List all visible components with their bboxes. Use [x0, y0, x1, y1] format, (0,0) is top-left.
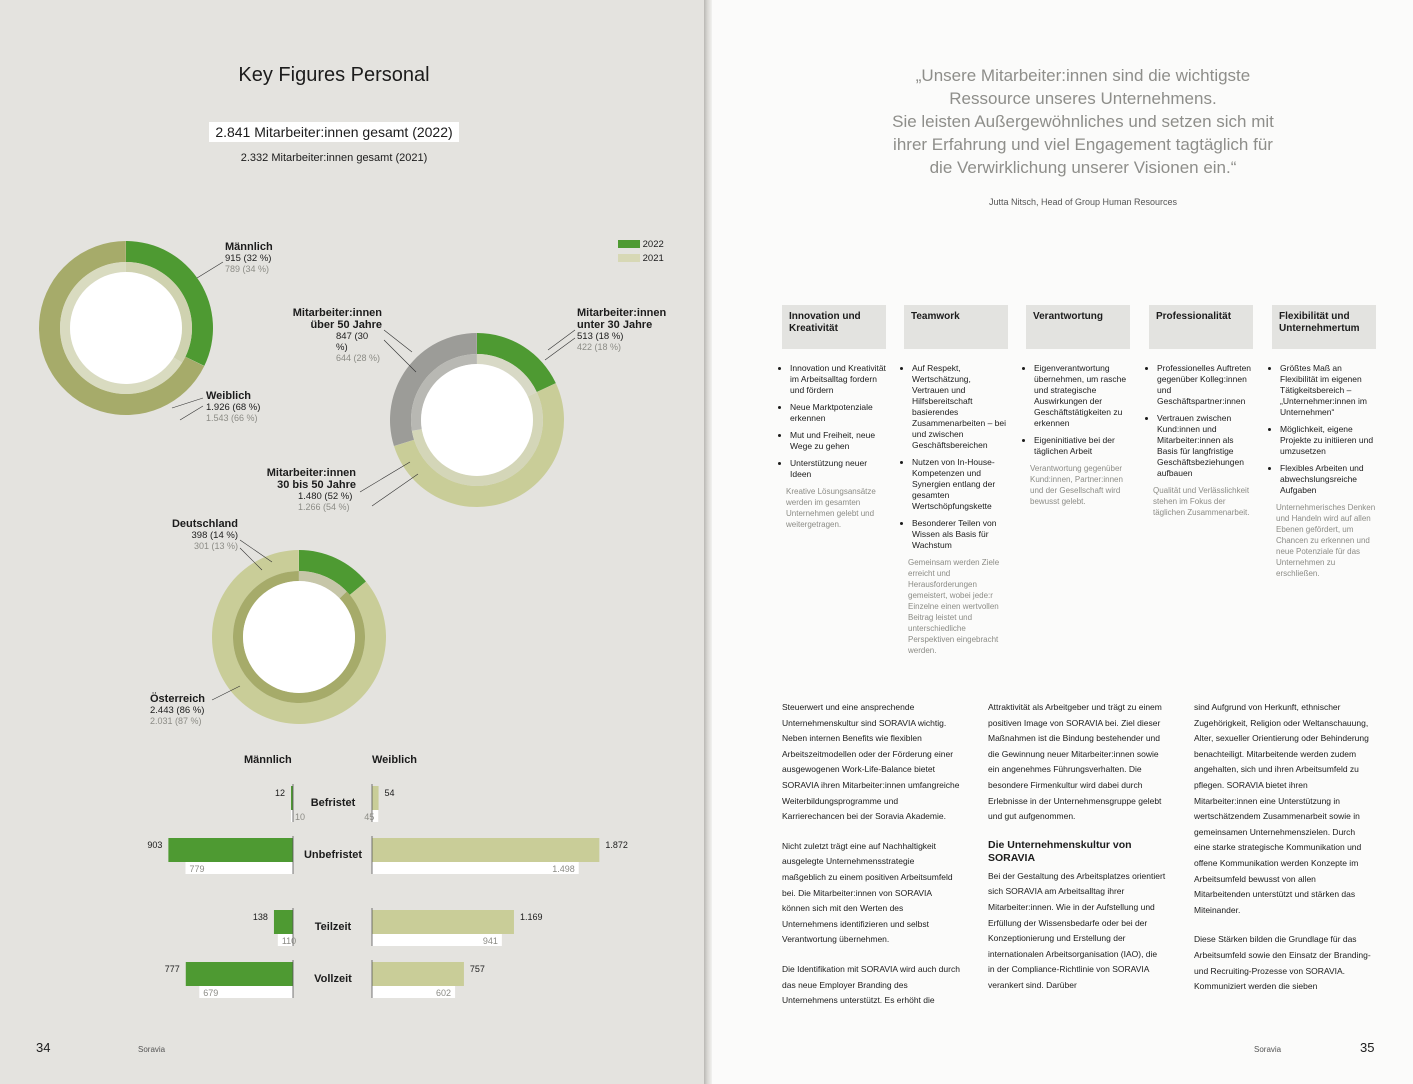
- leader-line-de: [240, 540, 272, 562]
- donut-hole: [243, 581, 355, 693]
- bar-value-female-2022: 54: [384, 788, 395, 798]
- left-page: [0, 0, 706, 1084]
- value-note: Kreative Lösungsansätze werden im gesamten Unternehmen gelebt und weitergetragen.: [786, 487, 876, 529]
- bar-value-female-2021: 1.498: [552, 864, 575, 874]
- bar-value-male-2021: 779: [189, 864, 205, 874]
- value-column-professionalism: [1149, 305, 1253, 518]
- label-mid: Mitarbeiter:innen 30 bis 50 Jahre 1.480 (52 %) 1.266 (54 %): [266, 467, 356, 512]
- value-list: [904, 363, 1008, 551]
- value-list: [1272, 363, 1376, 496]
- quote-line: „Unsere Mitarbeiter:innen sind die wichtigste: [915, 66, 1251, 85]
- value-column-flexibility: [1272, 305, 1376, 579]
- bar-category-label: Unbefristet: [303, 849, 363, 861]
- bar-value-male-2022: 777: [164, 964, 180, 974]
- leader-line-mid: [360, 462, 410, 492]
- value-item: • Innovation und Kreativität im Arbeitsalltag fordern und fördern: [790, 363, 886, 396]
- bar-category-label: Vollzeit: [314, 973, 352, 985]
- page-gutter: [704, 0, 712, 1084]
- donut-gender: [39, 241, 213, 415]
- bar-value-male-2022: 138: [252, 912, 268, 922]
- value-item: • Nutzen von In-House-Kompetenzen und Synergien entlang der gesamten Wertschöpfungskette: [912, 457, 1008, 512]
- value-head: Professionalität: [1149, 305, 1253, 349]
- page-title: Key Figures Personal: [238, 64, 430, 86]
- body-paragraph: Nicht zuletzt trägt eine auf Nachhaltigkeit ausgelegte Unternehmensstrategie maßgeblich zu einem positiven Arbeitsumfeld bei. Die Mitarbeiter:innen von SORAVIA können sich mit den Werten des Unternehmens identifizieren und selbst Verantwortung übernehmen.: [782, 840, 953, 945]
- value-note: Verantwortung gegenüber Kund:innen, Partner:innen und der Gesellschaft wird bewusst gelebt.: [1030, 464, 1123, 506]
- leader-line-over50: [384, 330, 412, 352]
- page-number-right: 35: [1360, 1040, 1375, 1055]
- quote-author: Jutta Nitsch, Head of Group Human Resources: [988, 197, 1178, 207]
- value-list: [1149, 363, 1253, 479]
- value-column-teamwork: [904, 305, 1008, 656]
- value-item: • Unterstützung neuer Ideen: [790, 458, 886, 480]
- bar-male-2022: [186, 962, 293, 986]
- body-paragraph: Bei der Gestaltung des Arbeitsplatzes orientiert sich SORAVIA am Arbeitsalltag ihrer Mitarbeiter:innen. Wie in der Aufstellung und Erfüllung der Wissensbedarfe oder bei der Konzeptionierung und Erstellung der internationalen Arbeitsorganisation (IAO), die in der Compliance-Richtlinie von SORAVIA verankert sind. Darüber: [988, 870, 1166, 990]
- value-head: Flexibilität und Unternehmertum: [1272, 305, 1376, 349]
- bar-female-2022: [372, 910, 514, 934]
- label-under30: Mitarbeiter:innen unter 30 Jahre 513 (18 %) 422 (18 %): [577, 307, 667, 352]
- value-item: • Auf Respekt, Wertschätzung, Vertrauen und Hilfsbereitschaft basierendes Zusammenarbeiten – bei und zwischen Geschäftsbereichen: [912, 363, 1008, 451]
- body-text-column-3: [1194, 700, 1372, 1010]
- body-paragraph: sind Aufgrund von Herkunft, ethnischer Zugehörigkeit, Religion oder Weltanschauung, Alter, sexueller Orientierung oder Behinderung benachteiligt. Mitarbeitende werden zudem angehalten, sich und ihren Arbeitsumfeld zu pflegen. SORAVIA bietet ihren Mitarbeiter:innen eine Unterstützung in wertschätzendem Zusammenarbeit sowie in gemeinsamen Unternehmenszielen. Durch eine starke strategische Kommunikation und offene Kommunikation werden Konzepte im Arbeitsumfeld bewusst von allen Mitarbeitenden unterstützt und stärken das Miteinander.: [1194, 702, 1369, 915]
- body-paragraph: Attraktivität als Arbeitgeber und trägt zu einem positiven Image von SORAVIA bei. Ziel dieser Maßnahmen ist die Bindung bestehender und die Gewinnung neuer Mitarbeiter:innen sowie ein angenehmes Führungsverhalten. Die besondere Firmenkultur wird dabei durch Erlebnisse in der Unternehmensgruppe gelebt und gut aufgenommen.: [988, 702, 1162, 822]
- quote-line: Ressource unseres Unternehmens.: [949, 89, 1217, 108]
- bar-value-male-2021: 10: [295, 812, 306, 822]
- value-list: [1026, 363, 1130, 457]
- leader-line-female-2: [180, 406, 203, 420]
- leader-line-mid-2: [372, 474, 418, 506]
- value-item: • Neue Marktpotenziale erkennen: [790, 402, 886, 424]
- bar-value-female-2021: 45: [364, 812, 375, 822]
- body-paragraph: Steuerwert und eine ansprechende Unternehmenskultur sind SORAVIA wichtig. Neben internen Benefits wie flexiblen Arbeitszeitmodellen oder der Förderung einer ausgewogenen Work-Life-Balance bietet SORAVIA ihren Mitarbeiter:innen umfangreiche Weiterbildungsprogramme und Karrierechancen bei der Soravia Akademie.: [782, 702, 960, 822]
- bar-female-2022: [372, 786, 379, 810]
- bar-value-male-2021: 679: [203, 988, 219, 998]
- value-item: • Eigeninitiative bei der täglichen Arbeit: [1034, 435, 1130, 457]
- value-note: Unternehmerisches Denken und Handeln wird auf allen Ebenen gefördert, um Chancen zu erkennen und neue Potenziale für das Unternehmen zu erschließen.: [1276, 503, 1376, 578]
- total-employees-2021: 2.332 Mitarbeiter:innen gesamt (2021): [240, 152, 428, 164]
- body-text-column-1: [782, 700, 960, 1010]
- value-item: • Größtes Maß an Flexibilität im eigenen Tätigkeitsbereich – „Unternehmer:innen im Unternehmen“: [1280, 363, 1376, 418]
- label-female: Weiblich 1.926 (68 %) 1.543 (66 %): [206, 390, 261, 423]
- value-item: • Mut und Freiheit, neue Wege zu gehen: [790, 430, 886, 452]
- label-de: Deutschland 398 (14 %) 301 (13 %): [171, 518, 238, 551]
- footer-left: Soravia: [138, 1045, 166, 1054]
- value-item: • Möglichkeit, eigene Projekte zu initiieren und umzusetzen: [1280, 424, 1376, 457]
- bars-header-female: Weiblich: [372, 754, 418, 766]
- hr-quote: [848, 64, 1318, 179]
- section-heading: Die Unternehmenskultur von SORAVIA: [988, 838, 1132, 864]
- value-head: Innovation und Kreativität: [782, 305, 886, 349]
- value-item: • Flexibles Arbeiten und abwechslungsreiche Aufgaben: [1280, 463, 1376, 496]
- label-over50: Mitarbeiter:innen über 50 Jahre 847 (30 %) 644 (28 %): [292, 307, 382, 363]
- value-item: • Eigenverantwortung übernehmen, um rasche und strategische Auswirkungen der Geschäftstätigkeiten zu erkennen: [1034, 363, 1130, 429]
- body-text-column-2: [988, 700, 1166, 1010]
- value-item: • Vertrauen zwischen Kund:innen und Mitarbeiter:innen als Basis für langfristige Geschäftsbeziehungen aufbauen: [1157, 413, 1253, 479]
- legend-2022-label: 2022: [642, 239, 664, 250]
- bar-value-male-2022: 903: [147, 840, 163, 850]
- value-head: Teamwork: [904, 305, 1008, 349]
- value-column-innovation: [782, 305, 886, 530]
- donut-country: [212, 550, 386, 724]
- bar-male-2022: [168, 838, 293, 862]
- leader-line-male: [197, 262, 223, 278]
- label-male: Männlich 915 (32 %) 789 (34 %): [225, 241, 273, 274]
- value-item: • Professionelles Auftreten gegenüber Kolleg:innen und Geschäftspartner:innen: [1157, 363, 1253, 407]
- bar-female-2021: [372, 862, 579, 874]
- quote-line: die Verwirklichung unserer Visionen ein.“: [929, 158, 1237, 177]
- donut-charts: [0, 0, 706, 760]
- donut-age: [390, 333, 564, 507]
- body-paragraph: Die Identifikation mit SORAVIA wird auch durch das neue Employer Branding des Unternehmens unterstützt. Es erhöht die: [782, 963, 960, 1006]
- value-head: Verantwortung: [1026, 305, 1130, 349]
- leader-line-over50-2: [384, 340, 416, 372]
- quote-line: ihrer Erfahrung und viel Engagement tagtäglich für: [893, 135, 1273, 154]
- bar-male-2022: [274, 910, 293, 934]
- bar-value-female-2022: 1.872: [605, 840, 628, 850]
- bar-value-female-2022: 1.169: [519, 912, 543, 922]
- value-column-responsibility: [1026, 305, 1130, 507]
- value-note: Qualität und Verlässlichkeit stehen im Fokus der täglichen Zusammenarbeit.: [1153, 486, 1250, 517]
- legend-2021-label: 2021: [642, 253, 664, 264]
- leader-line-female: [172, 398, 203, 408]
- bar-category-label: Befristet: [310, 797, 356, 809]
- body-paragraph: Diese Stärken bilden die Grundlage für das Arbeitsumfeld sowie den Einsatz der Branding- und Recruiting-Prozesse von SORAVIA. Kommuniziert werden die sieben: [1194, 934, 1371, 992]
- donut-hole: [70, 272, 182, 384]
- bar-value-female-2022: 757: [469, 964, 485, 974]
- employment-bar-chart: [0, 770, 706, 1010]
- donut-hole: [421, 364, 533, 476]
- bar-value-male-2022: 12: [274, 788, 285, 798]
- bar-category-label: Teilzeit: [314, 921, 352, 933]
- bar-female-2022: [372, 962, 464, 986]
- value-item: • Besonderer Teilen von Wissen als Basis für Wachstum: [912, 518, 1008, 551]
- bar-value-female-2021: 941: [482, 936, 498, 946]
- bars-header-male: Männlich: [244, 754, 292, 766]
- quote-line: Sie leisten Außergewöhnliches und setzen sich mit: [892, 112, 1274, 131]
- bar-female-2022: [372, 838, 599, 862]
- footer-right: Soravia: [1254, 1045, 1282, 1054]
- label-at: Österreich 2.443 (86 %) 2.031 (87 %): [150, 693, 206, 726]
- total-2022-text: 2.841 Mitarbeiter:innen gesamt (2022): [209, 122, 458, 142]
- leader-line-under30: [548, 330, 575, 350]
- bar-value-male-2021: 110: [281, 936, 297, 946]
- value-list: [782, 363, 886, 480]
- bar-value-female-2021: 602: [436, 988, 452, 998]
- page-number-left: 34: [36, 1040, 51, 1055]
- value-note: Gemeinsam werden Ziele erreicht und Herausforderungen gemeistert, wobei jede:r Einzelne einen wertvollen Beitrag leistet und unterschiedliche Perspektiven eingebracht werden.: [908, 558, 1000, 655]
